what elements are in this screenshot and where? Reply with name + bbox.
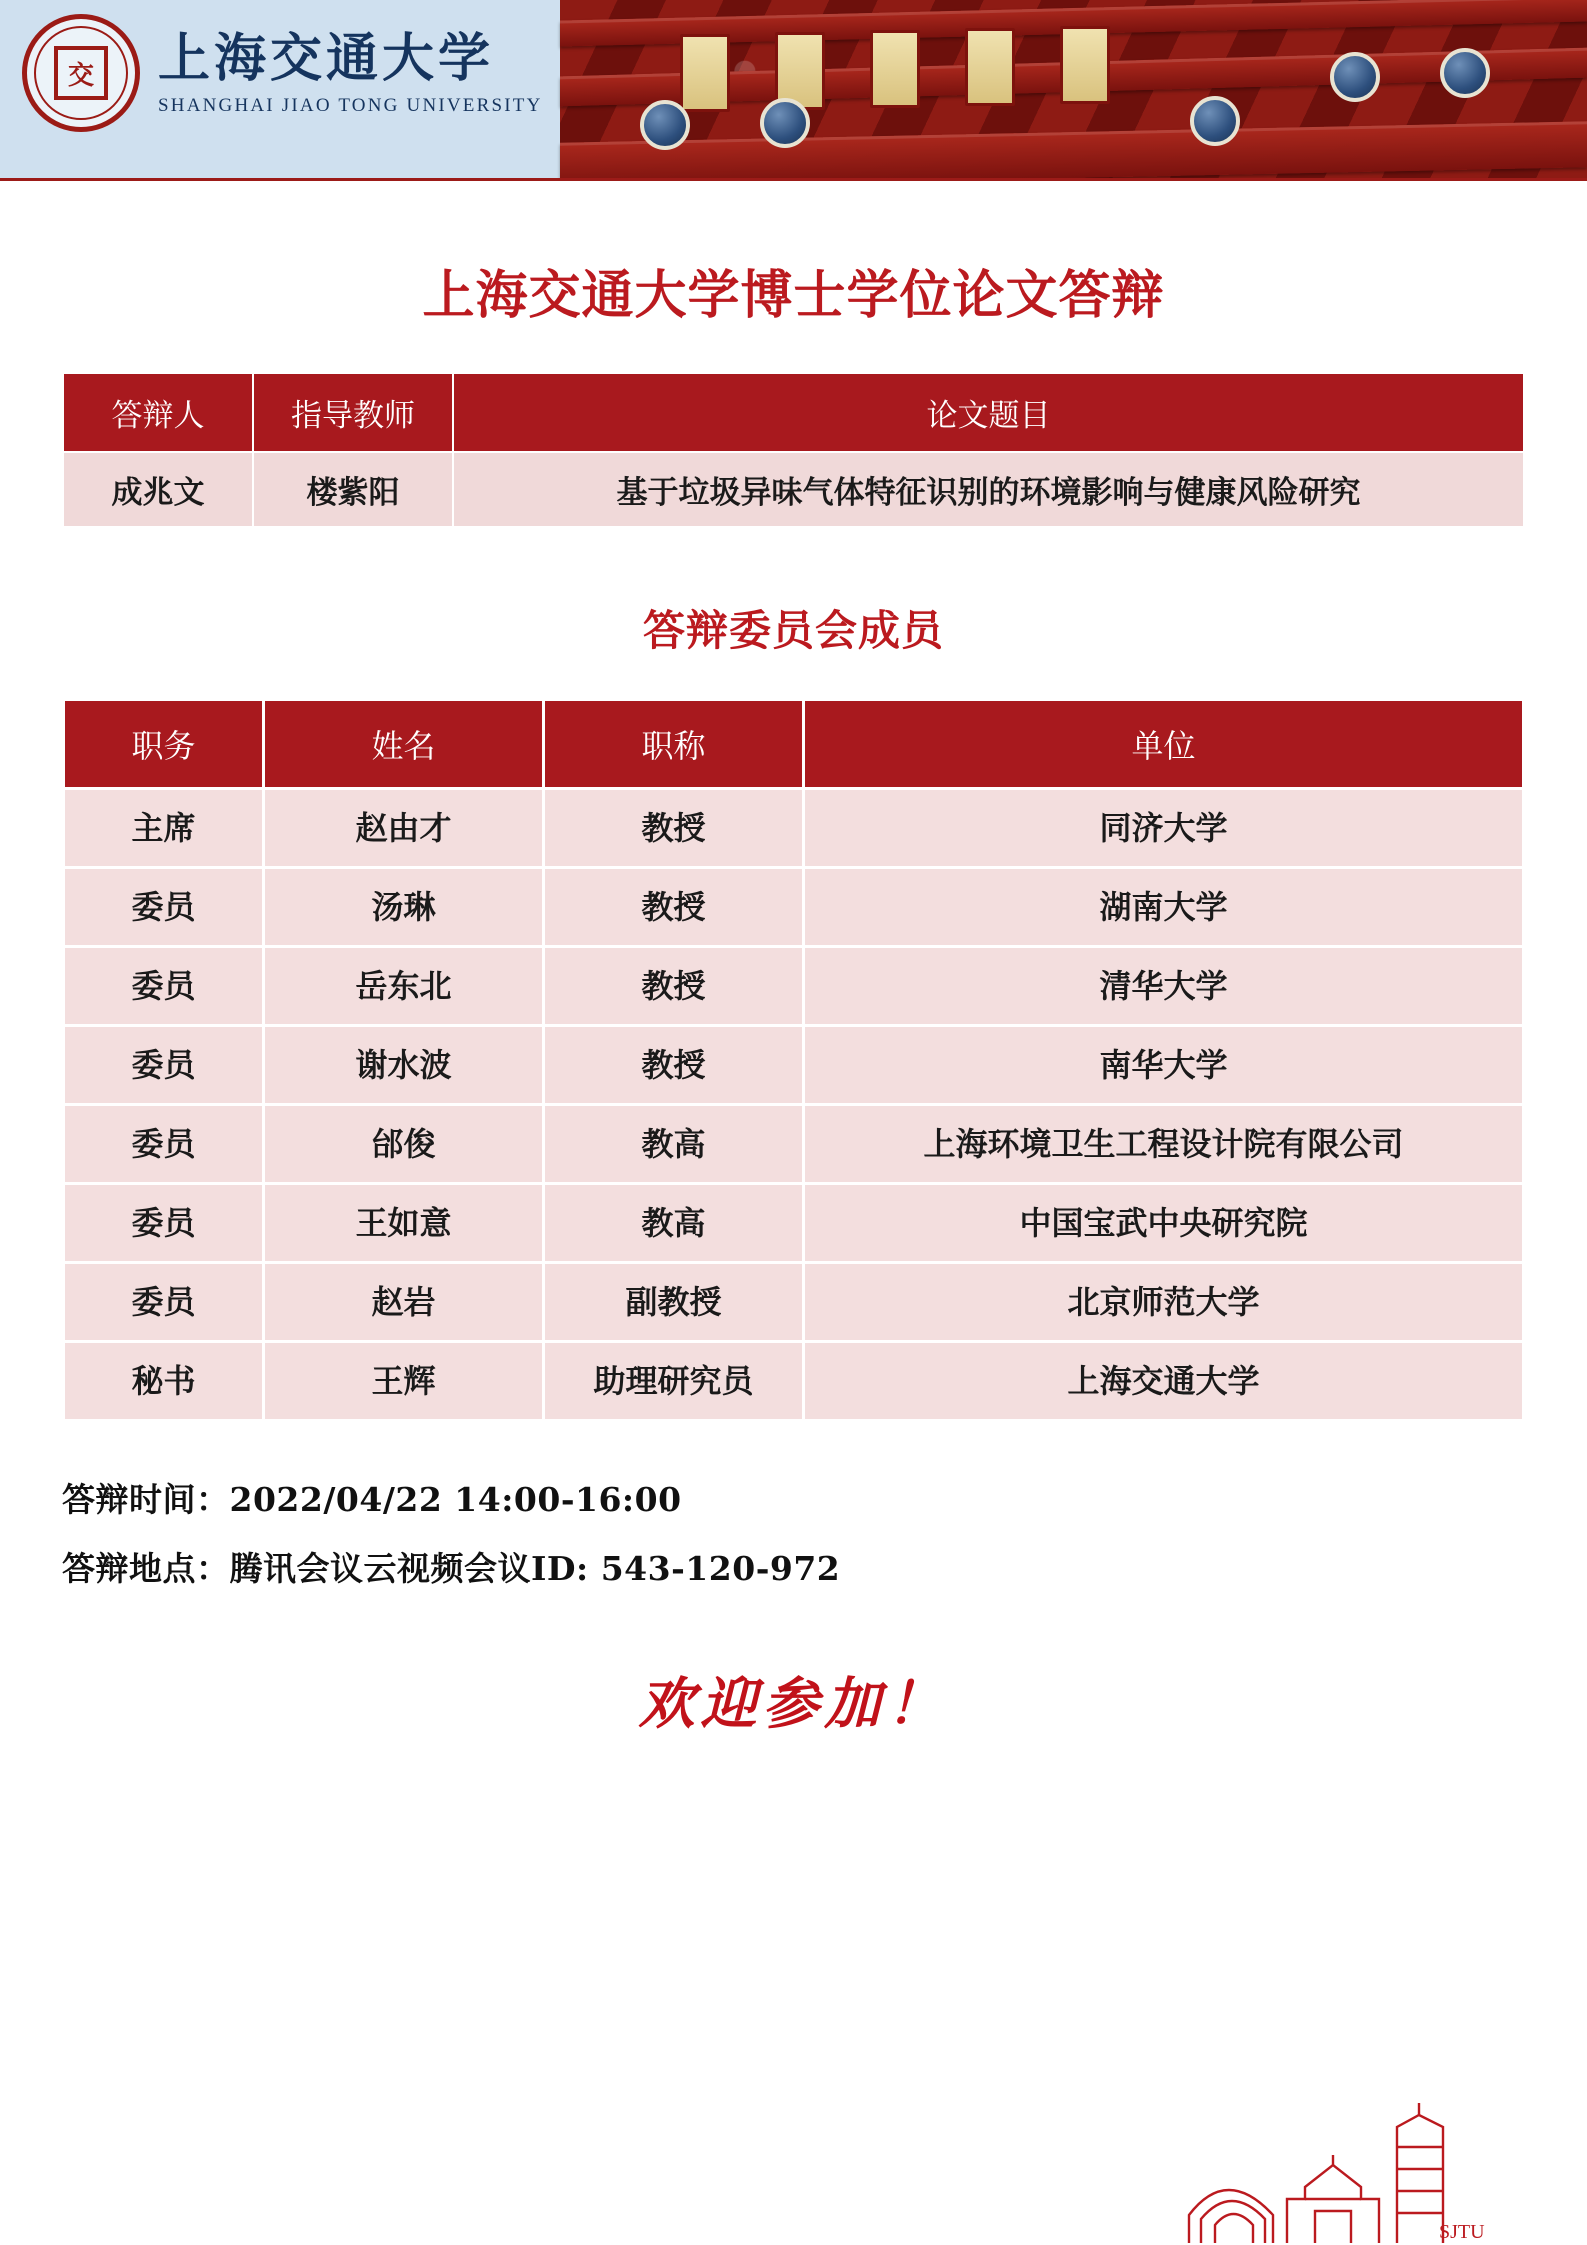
committee-name: 王辉 bbox=[264, 1342, 544, 1421]
roof-medallion-icon bbox=[760, 98, 810, 148]
welcome-message: 欢迎参加！ bbox=[638, 1671, 949, 1737]
committee-title: 教授 bbox=[544, 868, 804, 947]
committee-header-title: 职称 bbox=[544, 700, 804, 789]
committee-title: 教高 bbox=[544, 1184, 804, 1263]
defense-place-line bbox=[62, 1543, 1525, 1590]
roof-medallion-icon bbox=[1440, 48, 1490, 98]
info-value-advisor: 楼紫阳 bbox=[253, 452, 453, 527]
section-title-committee: 答辩委员会成员 bbox=[642, 607, 944, 654]
info-value-candidate: 成兆文 bbox=[63, 452, 253, 527]
committee-title: 教授 bbox=[544, 789, 804, 868]
table-row bbox=[64, 1342, 1524, 1421]
committee-role: 秘书 bbox=[64, 1342, 264, 1421]
committee-name: 邰俊 bbox=[264, 1105, 544, 1184]
committee-role: 委员 bbox=[64, 1026, 264, 1105]
committee-name: 谢水波 bbox=[264, 1026, 544, 1105]
plaque-icon bbox=[965, 28, 1015, 106]
committee-name: 汤琳 bbox=[264, 868, 544, 947]
committee-role: 主席 bbox=[64, 789, 264, 868]
roof-medallion-icon bbox=[1330, 52, 1380, 102]
committee-title: 教授 bbox=[544, 1026, 804, 1105]
defense-meta bbox=[62, 1474, 1525, 1590]
table-header-row bbox=[64, 700, 1524, 789]
committee-affiliation: 中国宝武中央研究院 bbox=[804, 1184, 1524, 1263]
committee-affiliation: 上海交通大学 bbox=[804, 1342, 1524, 1421]
committee-role: 委员 bbox=[64, 1105, 264, 1184]
roof-medallion-icon bbox=[1190, 96, 1240, 146]
university-name-en: SHANGHAI JIAO TONG UNIVERSITY bbox=[158, 94, 543, 116]
table-row bbox=[64, 1026, 1524, 1105]
info-value-thesis: 基于垃圾异味气体特征识别的环境影响与健康风险研究 bbox=[453, 452, 1524, 527]
campus-skyline-icon bbox=[1187, 2095, 1517, 2245]
committee-table bbox=[62, 698, 1525, 1422]
table-row bbox=[64, 1263, 1524, 1342]
committee-name: 岳东北 bbox=[264, 947, 544, 1026]
committee-name: 赵由才 bbox=[264, 789, 544, 868]
seal-character: 交 bbox=[54, 46, 108, 100]
table-row bbox=[64, 1184, 1524, 1263]
committee-affiliation: 北京师范大学 bbox=[804, 1263, 1524, 1342]
committee-role: 委员 bbox=[64, 1263, 264, 1342]
plaque-icon bbox=[680, 34, 730, 112]
university-wordmark bbox=[158, 29, 543, 117]
committee-header-name: 姓名 bbox=[264, 700, 544, 789]
table-row bbox=[63, 452, 1524, 527]
committee-title: 助理研究员 bbox=[544, 1342, 804, 1421]
defense-time-label: 答辩时间： bbox=[62, 1480, 230, 1519]
header-banner bbox=[0, 0, 1587, 181]
page-title: 上海交通大学博士学位论文答辩 bbox=[422, 266, 1165, 326]
defense-place-value: 腾讯会议云视频会议ID: 543-120-972 bbox=[229, 1549, 841, 1588]
committee-title: 副教授 bbox=[544, 1263, 804, 1342]
table-row bbox=[64, 1105, 1524, 1184]
table-row bbox=[64, 868, 1524, 947]
table-header-row bbox=[63, 373, 1524, 452]
university-seal-icon bbox=[22, 14, 140, 132]
plaque-icon bbox=[870, 30, 920, 108]
table-row bbox=[64, 947, 1524, 1026]
committee-name: 王如意 bbox=[264, 1184, 544, 1263]
defense-info-table bbox=[62, 372, 1525, 528]
committee-affiliation: 南华大学 bbox=[804, 1026, 1524, 1105]
committee-name: 赵岩 bbox=[264, 1263, 544, 1342]
table-row bbox=[64, 789, 1524, 868]
committee-affiliation: 湖南大学 bbox=[804, 868, 1524, 947]
committee-affiliation: 同济大学 bbox=[804, 789, 1524, 868]
sjtu-footer-logo: SJTU bbox=[1439, 2221, 1485, 2243]
university-name-cn: 上海交通大学 bbox=[158, 28, 495, 90]
defense-time-line bbox=[62, 1474, 1525, 1521]
info-header-thesis: 论文题目 bbox=[453, 373, 1524, 452]
university-logo bbox=[22, 14, 543, 132]
info-header-candidate: 答辩人 bbox=[63, 373, 253, 452]
committee-header-affiliation: 单位 bbox=[804, 700, 1524, 789]
defense-place-label: 答辩地点： bbox=[62, 1549, 230, 1588]
roof-medallion-icon bbox=[640, 100, 690, 150]
committee-title: 教授 bbox=[544, 947, 804, 1026]
committee-role: 委员 bbox=[64, 947, 264, 1026]
committee-role: 委员 bbox=[64, 1184, 264, 1263]
committee-title: 教高 bbox=[544, 1105, 804, 1184]
committee-affiliation: 清华大学 bbox=[804, 947, 1524, 1026]
committee-affiliation: 上海环境卫生工程设计院有限公司 bbox=[804, 1105, 1524, 1184]
plaque-icon bbox=[1060, 26, 1110, 104]
info-header-advisor: 指导教师 bbox=[253, 373, 453, 452]
committee-header-role: 职务 bbox=[64, 700, 264, 789]
committee-role: 委员 bbox=[64, 868, 264, 947]
poster-content bbox=[0, 253, 1587, 1740]
defense-time-value: 2022/04/22 14:00-16:00 bbox=[229, 1480, 682, 1519]
